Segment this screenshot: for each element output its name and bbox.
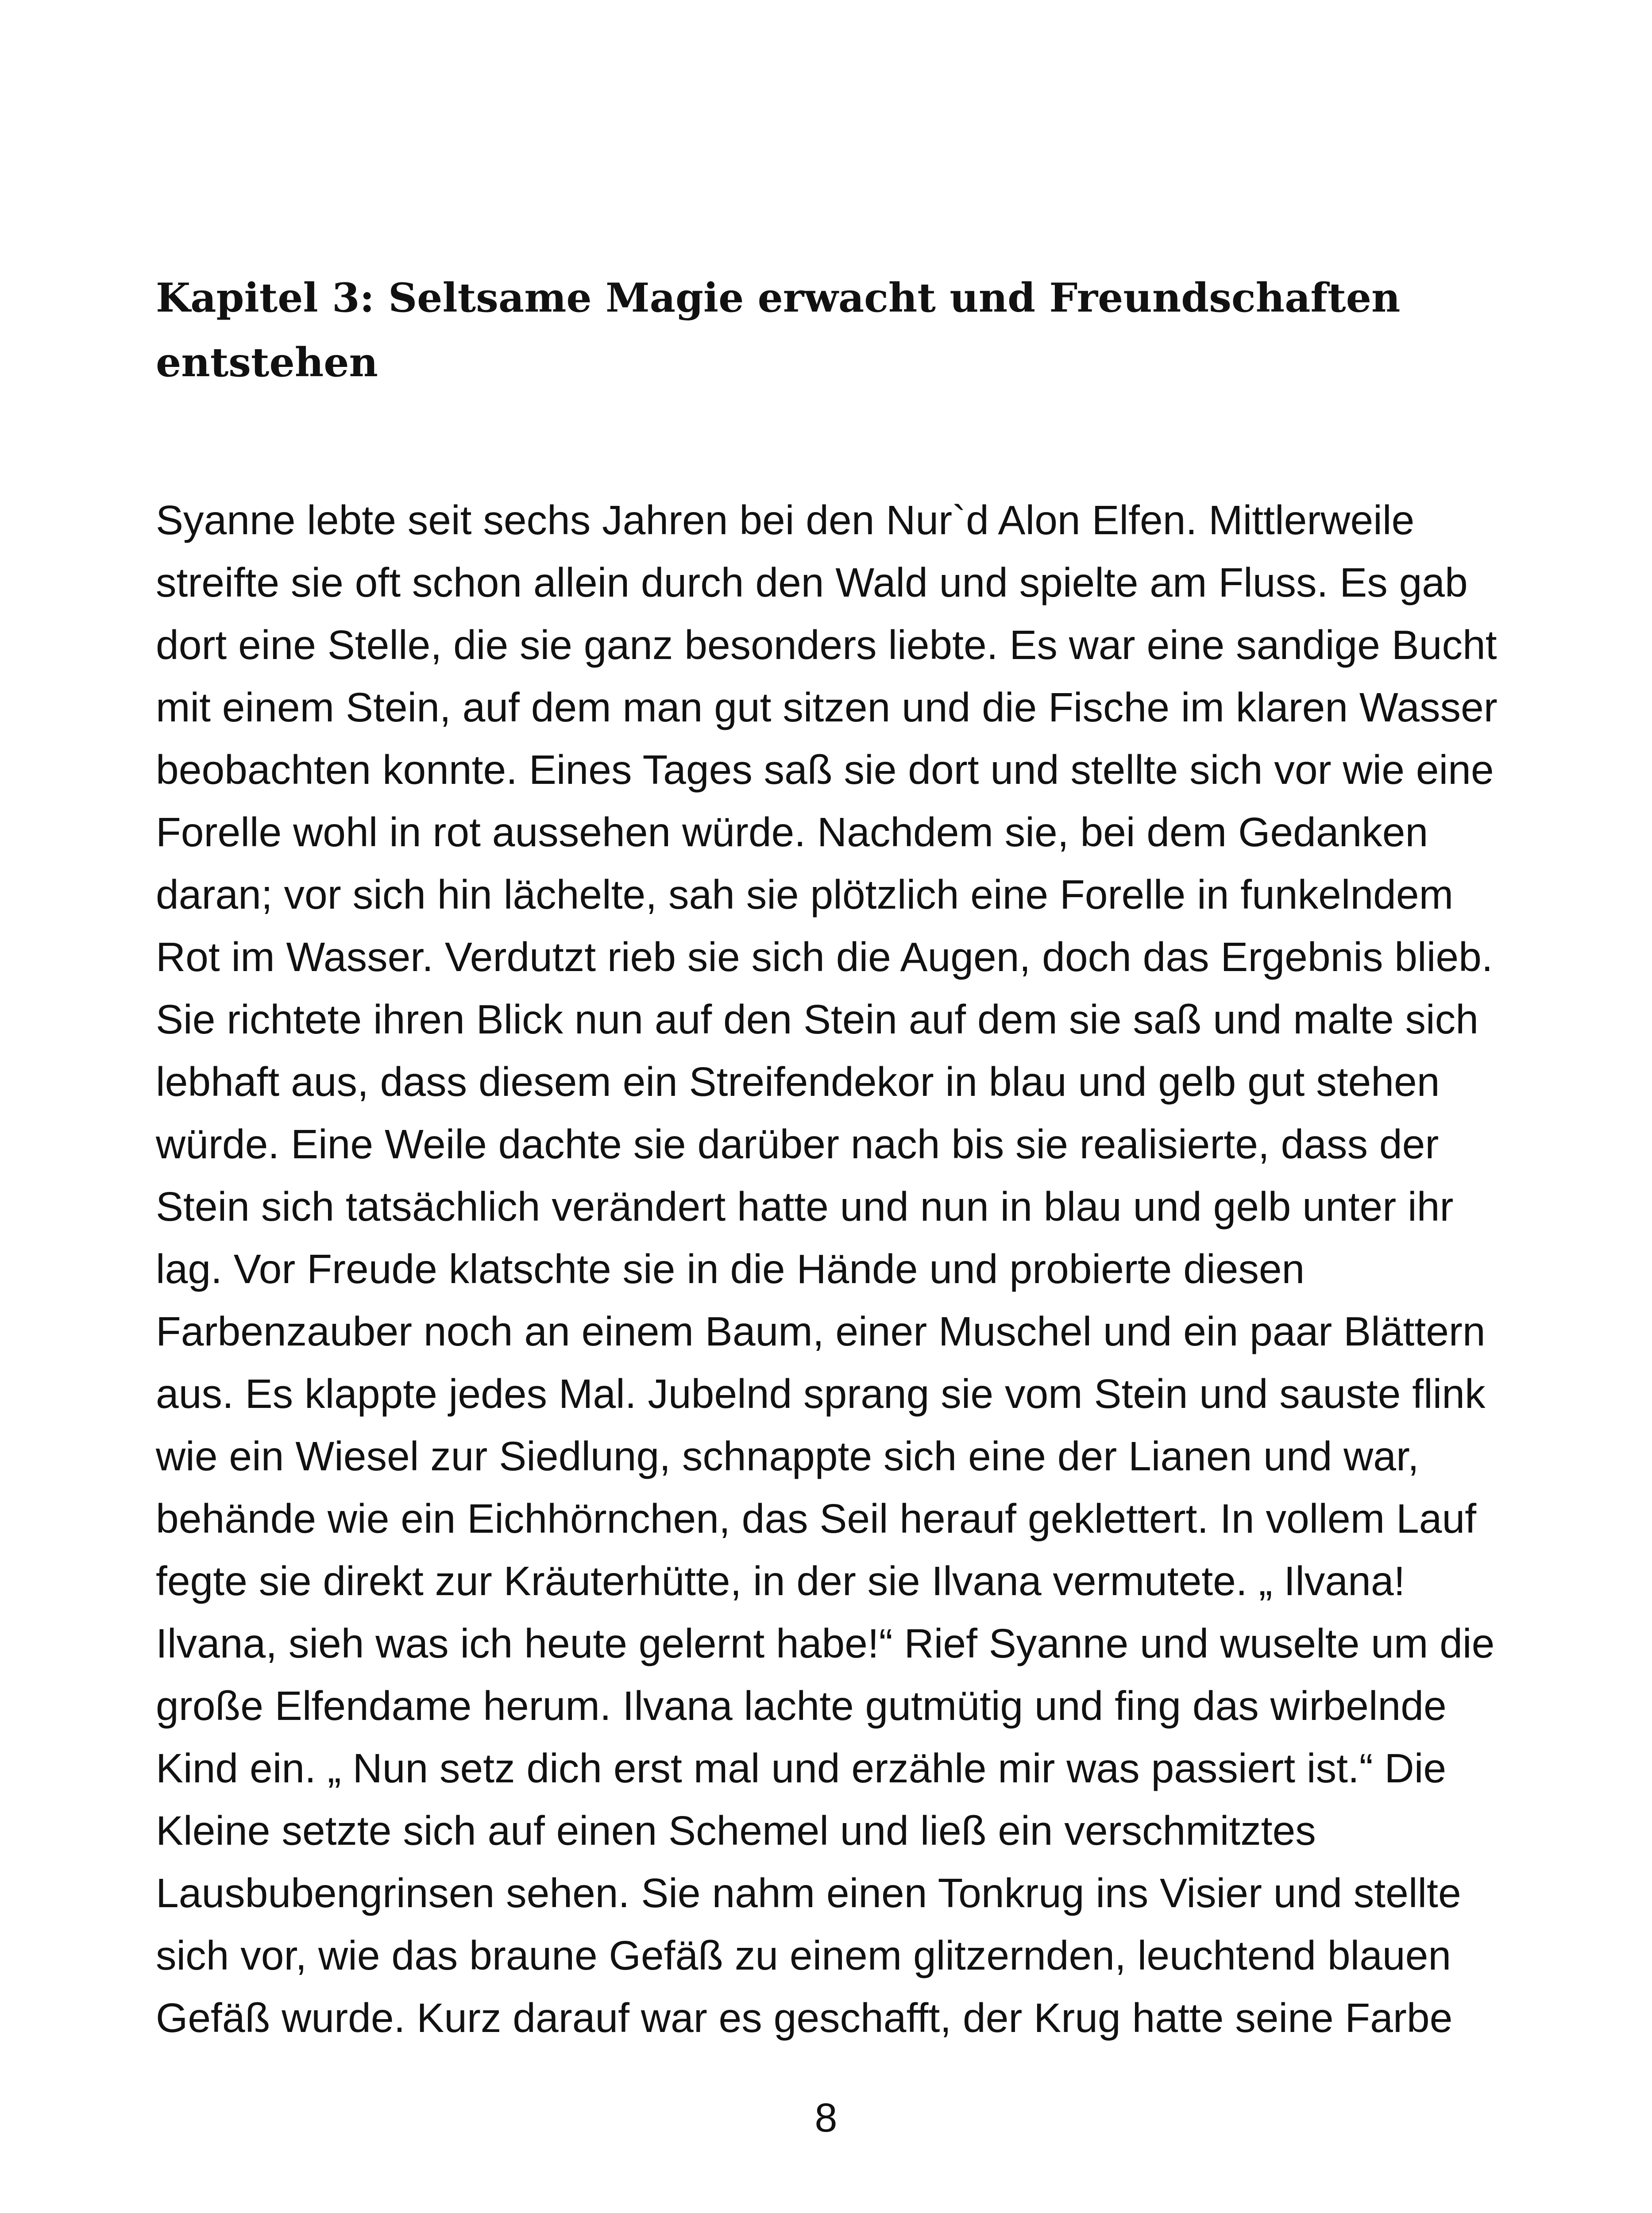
- body-line: dort eine Stelle, die sie ganz besonders liebte. Es war eine sandige Bucht: [156, 622, 1497, 668]
- body-line: Stein sich tatsächlich verändert hatte und nun in blau und gelb unter ihr: [156, 1184, 1454, 1230]
- chapter-title: [156, 266, 1462, 395]
- chapter-title-line: Kapitel 3: Seltsame Magie erwacht und Freundschaften: [156, 274, 1401, 321]
- body-line: Ilvana, sieh was ich heute gelernt habe!“ Rief Syanne und wuselte um die: [156, 1620, 1495, 1666]
- body-line: aus. Es klappte jedes Mal. Jubelnd sprang sie vom Stein und sauste flink: [156, 1371, 1486, 1417]
- body-line: würde. Eine Weile dachte sie darüber nach bis sie realisierte, dass der: [156, 1121, 1439, 1167]
- body-line: lag. Vor Freude klatschte sie in die Hände und probierte diesen: [156, 1246, 1305, 1292]
- body-line: Rot im Wasser. Verdutzt rieb sie sich die Augen, doch das Ergebnis blieb.: [156, 934, 1493, 980]
- body-line: große Elfendame herum. Ilvana lachte gutmütig und fing das wirbelnde: [156, 1683, 1447, 1729]
- body-line: sich vor, wie das braune Gefäß zu einem glitzernden, leuchtend blauen: [156, 1932, 1451, 1978]
- body-line: daran; vor sich hin lächelte, sah sie plötzlich eine Forelle in funkelndem: [156, 871, 1454, 918]
- body-line: Farbenzauber noch an einem Baum, einer Muschel und ein paar Blättern: [156, 1308, 1486, 1354]
- body-line: streifte sie oft schon allein durch den Wald und spielte am Fluss. Es gab: [156, 559, 1468, 605]
- body-line: fegte sie direkt zur Kräuterhütte, in der sie Ilvana vermutete. „ Ilvana!: [156, 1558, 1405, 1604]
- body-line: Lausbubengrinsen sehen. Sie nahm einen Tonkrug ins Visier und stellte: [156, 1870, 1461, 1916]
- body-line: behände wie ein Eichhörnchen, das Seil herauf geklettert. In vollem Lauf: [156, 1496, 1477, 1542]
- body-paragraph: [156, 489, 1510, 2049]
- body-line: beobachten konnte. Eines Tages saß sie dort und stellte sich vor wie eine: [156, 747, 1494, 793]
- body-line: Sie richtete ihren Blick nun auf den Stein auf dem sie saß und malte sich: [156, 996, 1478, 1042]
- body-line: wie ein Wiesel zur Siedlung, schnappte sich eine der Lianen und war,: [156, 1433, 1419, 1479]
- body-line: Kleine setzte sich auf einen Schemel und ließ ein verschmitztes: [156, 1808, 1316, 1854]
- page-number: 8: [814, 2095, 838, 2140]
- body-line: Syanne lebte seit sechs Jahren bei den Nur`d Alon Elfen. Mittlerweile: [156, 497, 1415, 543]
- body-line: Gefäß wurde. Kurz darauf war es geschafft, der Krug hatte seine Farbe: [156, 1995, 1453, 2041]
- body-line: mit einem Stein, auf dem man gut sitzen und die Fische im klaren Wasser: [156, 684, 1498, 730]
- body-line: Forelle wohl in rot aussehen würde. Nachdem sie, bei dem Gedanken: [156, 809, 1428, 855]
- chapter-title-line: entstehen: [156, 339, 378, 386]
- body-line: lebhaft aus, dass diesem ein Streifendekor in blau und gelb gut stehen: [156, 1059, 1440, 1105]
- body-line: Kind ein. „ Nun setz dich erst mal und erzähle mir was passiert ist.“ Die: [156, 1745, 1447, 1791]
